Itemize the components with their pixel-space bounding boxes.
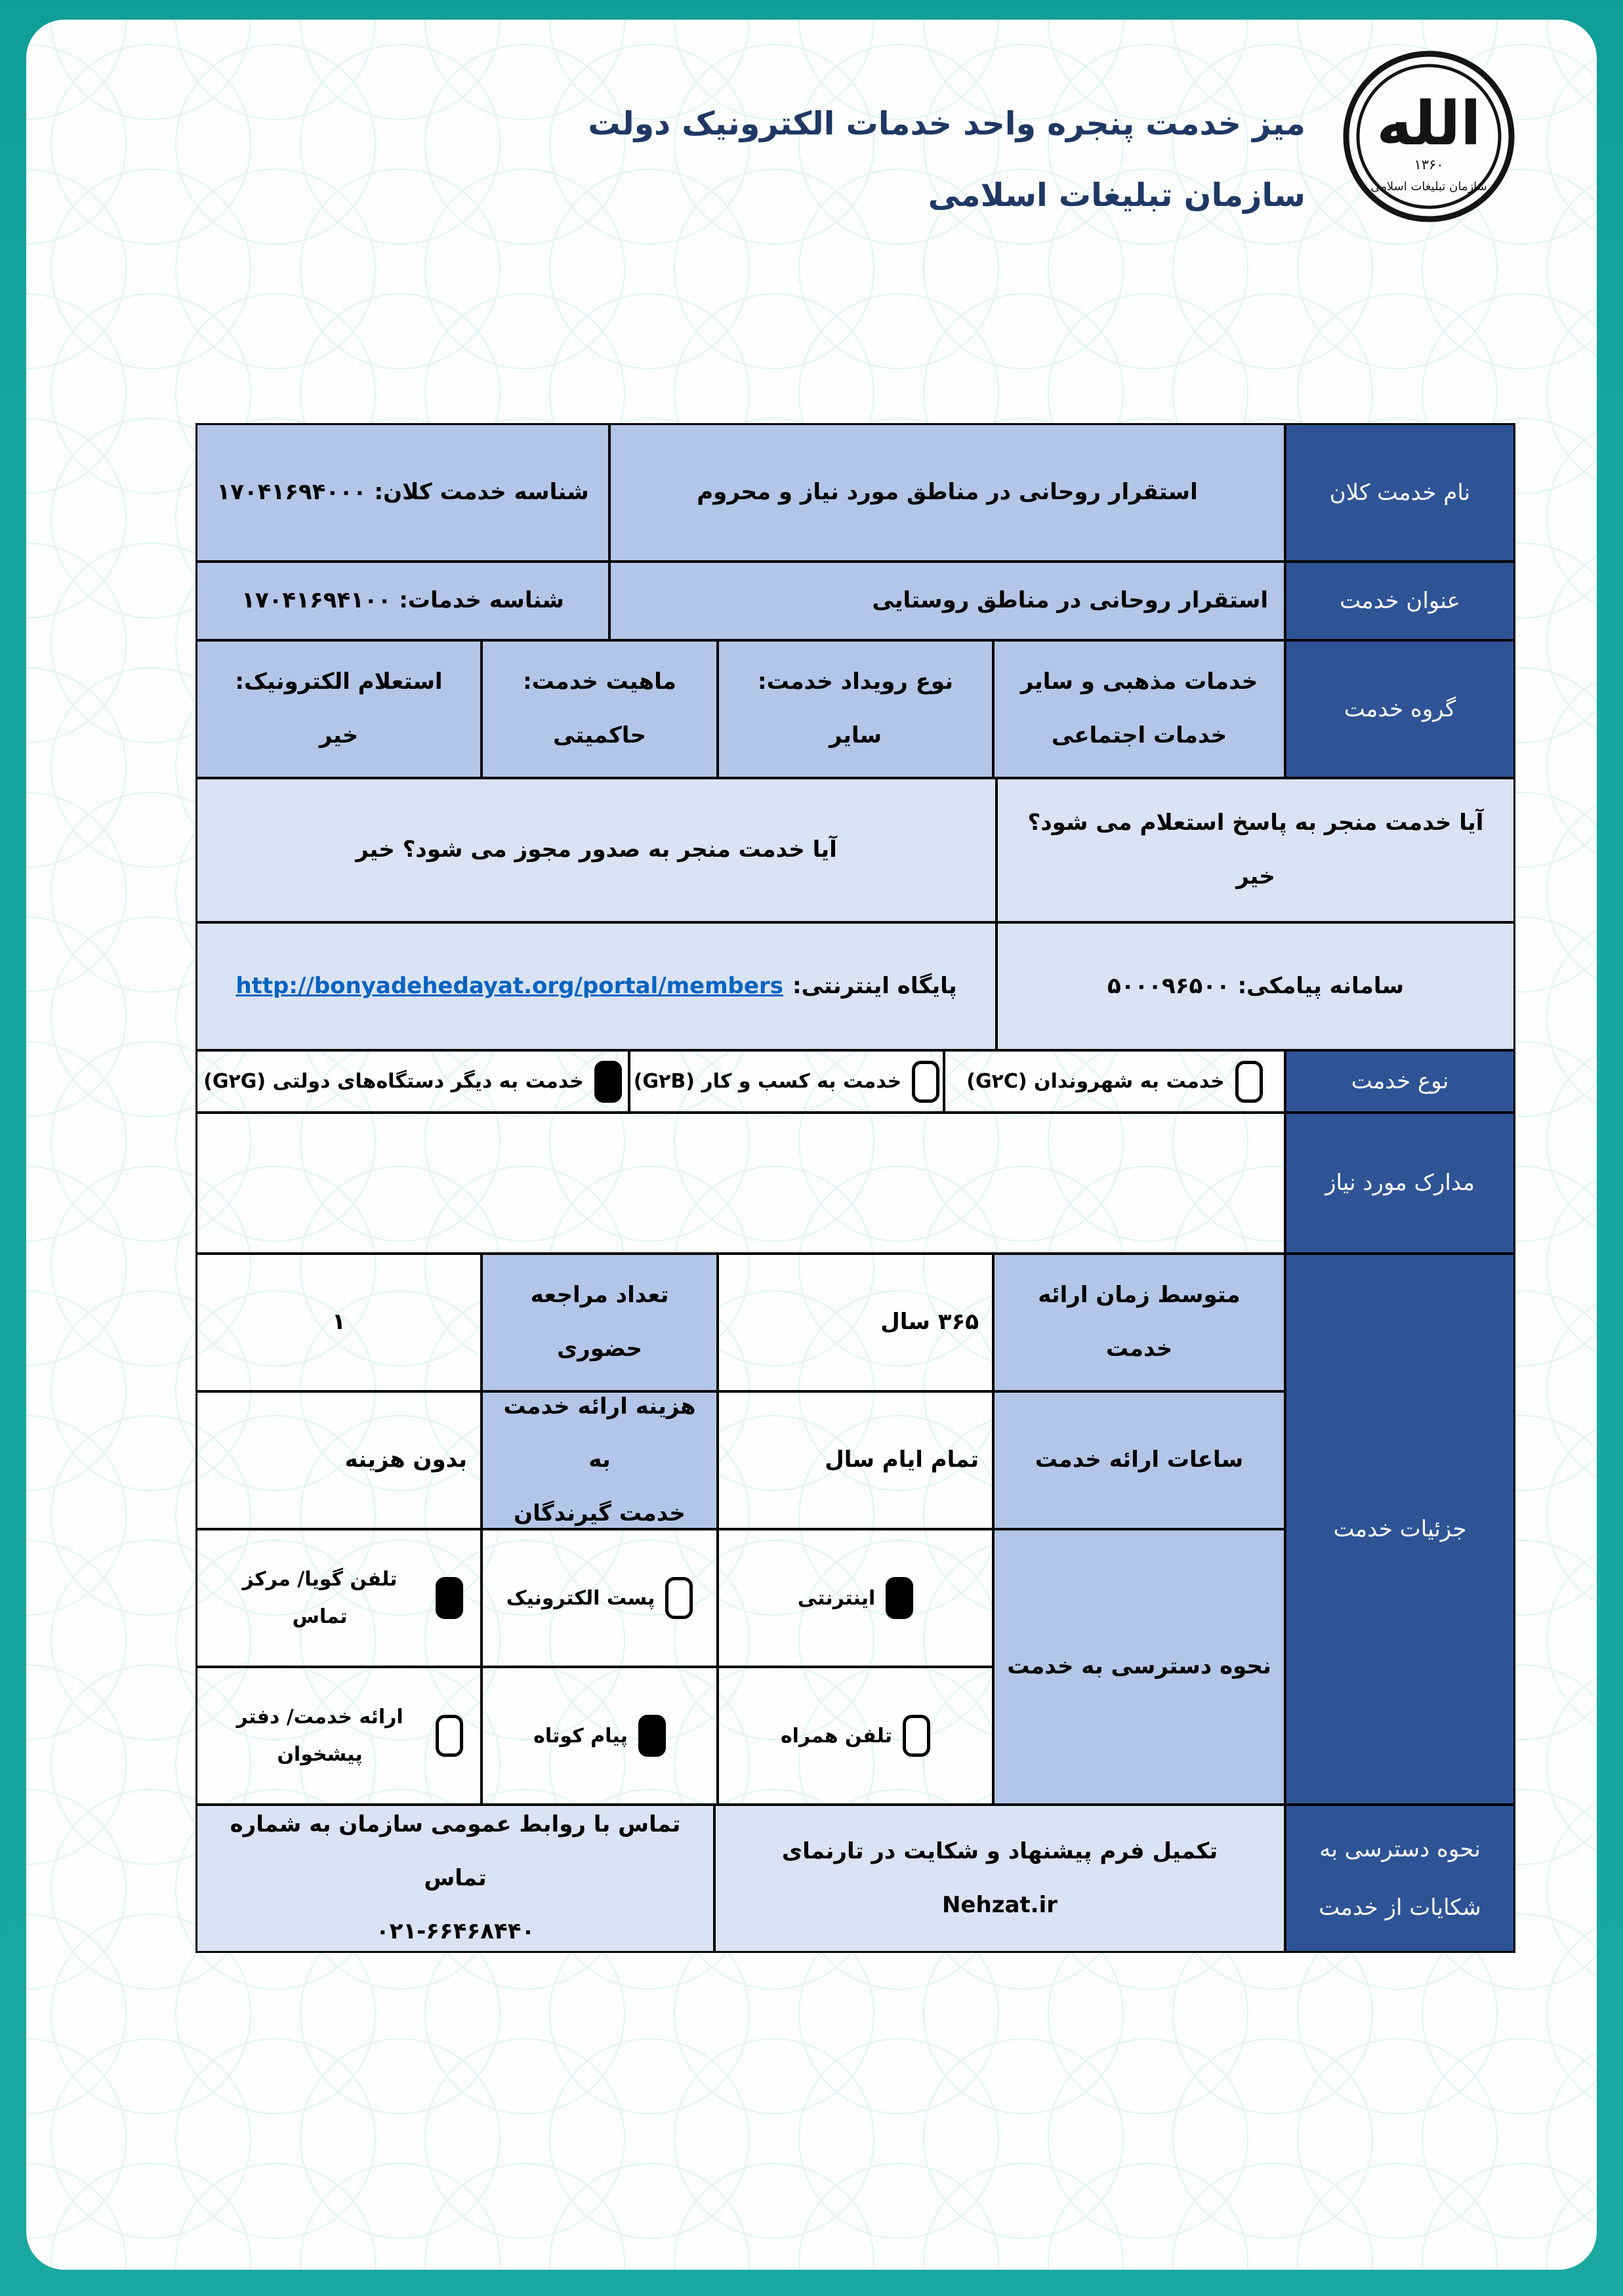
avg-time-label: متوسط زمان ارائه خدمت — [1038, 1282, 1241, 1362]
license-question-cell — [196, 778, 996, 922]
service-group-cell — [993, 640, 1285, 778]
license-question: آیا خدمت منجر به صدور مجوز می شود؟ خیر — [356, 836, 837, 863]
label-internet: اینترنتی — [797, 1586, 876, 1610]
cost-value: بدون هزینه — [344, 1446, 467, 1473]
row-service-group — [196, 640, 1515, 778]
avg-time-value: ۳۶۵ سال — [880, 1309, 979, 1336]
row-macro-service — [196, 424, 1515, 562]
visits-value: ۱ — [332, 1309, 346, 1336]
access-label-cell — [993, 1529, 1285, 1805]
service-title-cell — [609, 562, 1285, 640]
cost-label-line1: هزینه ارائه خدمت به — [503, 1393, 696, 1473]
access-sms-cell — [482, 1667, 718, 1805]
label-counter-office: ارائه خدمت/ دفتر پیشخوان — [236, 1706, 403, 1766]
service-table — [195, 423, 1515, 1953]
complaints-contact-line1: تماس با روابط عمومی سازمان به شماره تماس — [230, 1811, 681, 1891]
access-internet-cell — [718, 1529, 993, 1667]
row-required-documents — [196, 1113, 1515, 1254]
row-service-hours — [196, 1391, 1285, 1529]
event-type-label: نوع رویداد خدمت: — [758, 668, 953, 695]
required-documents-header-cell — [1285, 1113, 1515, 1254]
checkbox-counter-office[interactable] — [436, 1715, 463, 1757]
header-title-line2: سازمان تبلیغات اسلامی — [928, 176, 1305, 214]
hours-label-cell — [993, 1391, 1285, 1529]
logo-calligraphy: الله — [1376, 89, 1481, 159]
row-service-type — [196, 1050, 1515, 1113]
macro-service-name: استقرار روحانی در مناطق مورد نیاز و محروم — [697, 479, 1198, 506]
service-group-line1: خدمات مذهبی و سایر — [1020, 668, 1258, 695]
complaints-header-line2: شکایات از خدمت — [1319, 1894, 1481, 1921]
service-group-header-cell — [1285, 640, 1515, 778]
checkbox-g2b[interactable] — [912, 1061, 939, 1103]
macro-service-id-cell — [196, 424, 609, 562]
website-label: پایگاه اینترنتی: — [792, 972, 957, 999]
document-card — [26, 20, 1597, 2270]
website-cell — [196, 922, 996, 1050]
service-group-header-label: گروه خدمت — [1344, 695, 1456, 722]
checkbox-internet[interactable] — [886, 1577, 913, 1619]
label-mobile: تلفن همراه — [780, 1724, 893, 1748]
checkbox-mobile[interactable] — [903, 1715, 930, 1757]
cost-value-cell — [196, 1391, 482, 1529]
header-title-line1: میز خدمت پنجره واحد خدمات الکترونیک دولت — [588, 105, 1305, 142]
visits-label-line2: حضوری — [556, 1336, 643, 1362]
header-titles — [588, 47, 1305, 214]
org-header — [588, 47, 1518, 226]
label-email: پست الکترونیک — [506, 1586, 655, 1610]
cost-label-cell — [482, 1391, 718, 1529]
service-details-body — [196, 1254, 1285, 1805]
sms-system-cell — [996, 922, 1515, 1050]
row-service-title — [196, 562, 1515, 640]
service-group-line2: خدمات اجتماعی — [1051, 722, 1227, 748]
service-title-header-cell — [1285, 562, 1515, 640]
e-inquiry-value: خیر — [319, 722, 359, 748]
logo-year: ۱۳۶۰ — [1414, 157, 1444, 173]
macro-service-header-cell — [1285, 424, 1515, 562]
service-type-g2g-cell — [196, 1050, 629, 1113]
required-documents-header-label: مدارک مورد نیاز — [1325, 1170, 1475, 1197]
sms-system-value: سامانه پیامکی: ۵۰۰۰۹۶۵۰۰ — [1107, 972, 1405, 999]
checkbox-ivr-call-center[interactable] — [436, 1577, 463, 1619]
access-mobile-cell — [718, 1667, 993, 1805]
label-ivr-call-center: تلفن گویا/ مرکز تماس — [242, 1568, 398, 1628]
access-email-cell — [482, 1529, 718, 1667]
service-nature-value: حاکمیتی — [553, 722, 646, 748]
checkbox-email[interactable] — [665, 1577, 693, 1619]
row-channels — [196, 922, 1515, 1050]
service-id: شناسه خدمات: ۱۷۰۴۱۶۹۴۱۰۰ — [241, 587, 564, 614]
service-nature-cell — [482, 640, 718, 778]
row-complaints — [196, 1805, 1515, 1952]
label-g2g: خدمت به دیگر دستگاه‌های دولتی (G۲G) — [203, 1070, 584, 1093]
org-logo — [1340, 47, 1518, 226]
checkbox-g2g[interactable] — [594, 1061, 622, 1103]
website-link[interactable]: http://bonyadehedayat.org/portal/members — [236, 972, 783, 999]
service-type-g2b-cell — [629, 1050, 944, 1113]
access-counter-office-cell — [196, 1667, 482, 1805]
service-title: استقرار روحانی در مناطق روستایی — [872, 587, 1268, 614]
event-type-value: سایر — [829, 722, 882, 748]
service-type-header-cell — [1285, 1050, 1515, 1113]
checkbox-g2c[interactable] — [1235, 1061, 1263, 1103]
complaints-header-line1: نحوه دسترسی به — [1319, 1836, 1481, 1863]
page-content — [26, 20, 1597, 2270]
service-details-header-cell — [1285, 1254, 1515, 1805]
hours-label: ساعات ارائه خدمت — [1035, 1446, 1244, 1473]
checkbox-sms[interactable] — [638, 1715, 666, 1757]
row-average-time — [196, 1254, 1285, 1391]
event-type-cell — [718, 640, 993, 778]
visits-label-line1: تعداد مراجعه — [530, 1282, 669, 1309]
service-id-cell — [196, 562, 609, 640]
macro-service-id: شناسه خدمت کلان: ۱۷۰۴۱۶۹۴۰۰۰ — [216, 479, 589, 506]
service-details-header-label: جزئیات خدمت — [1333, 1515, 1467, 1542]
e-inquiry-cell — [196, 640, 482, 778]
service-details-block — [196, 1254, 1515, 1805]
row-questions — [196, 778, 1515, 922]
hours-value: تمام ایام سال — [825, 1446, 979, 1473]
hours-value-cell — [718, 1391, 993, 1529]
access-options-grid — [196, 1529, 993, 1805]
access-ivr-cell — [196, 1529, 482, 1667]
visits-value-cell — [196, 1254, 482, 1391]
inquiry-question-cell — [996, 778, 1515, 922]
complaints-form-text: تکمیل فرم پیشنهاد و شکایت در تارنمای Nehzat.ir — [781, 1837, 1218, 1918]
service-nature-label: ماهیت خدمت: — [523, 668, 676, 695]
e-inquiry-label: استعلام الکترونیک: — [235, 668, 443, 695]
logo-org-name: سازمان تبلیغات اسلامی — [1370, 180, 1487, 194]
service-type-g2c-cell — [944, 1050, 1285, 1113]
label-sms: پیام کوتاه — [533, 1724, 628, 1748]
avg-time-value-cell — [718, 1254, 993, 1391]
org-logo-emblem-icon — [1340, 47, 1518, 226]
inquiry-question: آیا خدمت منجر به پاسخ استعلام می شود؟ خیر — [1027, 810, 1484, 890]
macro-service-name-cell — [609, 424, 1285, 562]
visits-label-cell — [482, 1254, 718, 1391]
access-label: نحوه دسترسی به خدمت — [1007, 1653, 1271, 1680]
avg-time-label-cell — [993, 1254, 1285, 1391]
cost-label-line2: خدمت گیرندگان — [514, 1500, 686, 1527]
complaints-form-cell — [714, 1805, 1285, 1952]
label-g2c: خدمت به شهروندان (G۲C) — [966, 1070, 1225, 1093]
required-documents-content-cell — [196, 1113, 1285, 1254]
complaints-contact-cell — [196, 1805, 714, 1952]
row-access-methods — [196, 1529, 1285, 1805]
label-g2b: خدمت به کسب و کار (G۲B) — [633, 1070, 902, 1093]
service-type-header-label: نوع خدمت — [1351, 1068, 1449, 1095]
macro-service-header-label: نام خدمت کلان — [1329, 479, 1471, 506]
service-title-header-label: عنوان خدمت — [1340, 587, 1460, 614]
complaints-contact-phone: ۰۲۱-۶۶۴۶۸۴۴۰ — [375, 1918, 535, 1945]
complaints-header-cell — [1285, 1805, 1515, 1952]
